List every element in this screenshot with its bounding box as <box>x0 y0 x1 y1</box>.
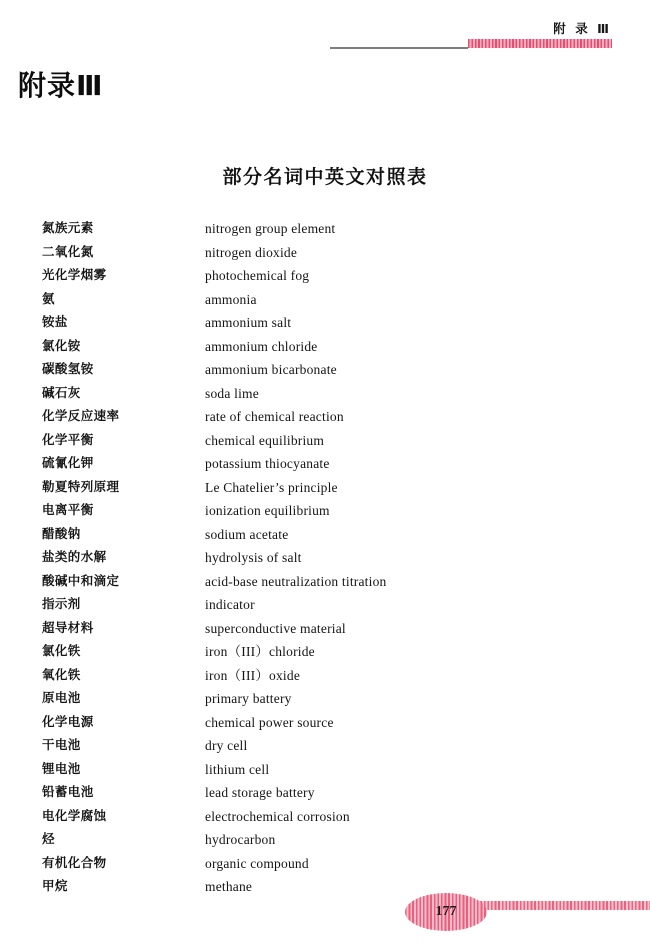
term-chinese: 化学平衡 <box>42 432 94 447</box>
table-row <box>0 358 650 382</box>
term-chinese: 甲烷 <box>42 879 68 893</box>
term-chinese: 锂电池 <box>42 761 81 776</box>
term-chinese: 碳酸氢铵 <box>42 362 94 376</box>
term-chinese: 氯化铵 <box>42 338 81 353</box>
table-row <box>0 828 650 852</box>
table-row <box>0 593 650 617</box>
header-rule-line <box>330 47 468 49</box>
table-row <box>0 335 650 359</box>
term-english: ammonium bicarbonate <box>205 362 337 377</box>
term-chinese: 电化学腐蚀 <box>42 808 107 823</box>
term-chinese: 化学反应速率 <box>42 409 120 423</box>
term-chinese: 光化学烟雾 <box>42 268 107 282</box>
table-row <box>0 734 650 758</box>
term-english: nitrogen dioxide <box>205 244 298 260</box>
term-chinese: 化学电源 <box>42 714 94 729</box>
table-row <box>0 217 650 241</box>
table-row <box>0 781 650 805</box>
term-chinese: 二氧化氮 <box>42 244 94 259</box>
term-english: nitrogen group element <box>205 221 336 236</box>
term-chinese: 铅蓄电池 <box>42 785 94 799</box>
header-striped-bar <box>468 39 612 48</box>
term-english: potassium thiocyanate <box>205 456 330 471</box>
term-english: lithium cell <box>205 761 270 777</box>
table-row <box>0 476 650 500</box>
term-chinese: 氯化铁 <box>42 644 81 658</box>
term-english: electrochemical corrosion <box>205 808 350 824</box>
table-row <box>0 758 650 782</box>
term-english: Le Chatelier’s principle <box>205 479 338 495</box>
term-english: photochemical fog <box>205 268 310 283</box>
table-row <box>0 711 650 735</box>
page-footer <box>0 890 650 950</box>
table-row <box>0 687 650 711</box>
table-row <box>0 617 650 641</box>
term-chinese: 原电池 <box>42 691 81 705</box>
term-chinese: 氮族元素 <box>42 221 94 235</box>
term-chinese: 烃 <box>42 832 55 846</box>
table-row <box>0 241 650 265</box>
table-row <box>0 452 650 476</box>
table-row <box>0 805 650 829</box>
term-english: methane <box>205 879 253 894</box>
glossary-table <box>0 217 650 899</box>
term-english: dry cell <box>205 738 248 753</box>
term-chinese: 醋酸钠 <box>42 526 81 541</box>
term-chinese: 电离平衡 <box>42 503 94 517</box>
table-row <box>0 264 650 288</box>
table-row <box>0 311 650 335</box>
term-english: hydrocarbon <box>205 832 276 847</box>
term-english: rate of chemical reaction <box>205 409 344 424</box>
term-english: ammonium chloride <box>205 338 318 354</box>
term-chinese: 硫氰化钾 <box>42 456 94 470</box>
term-english: sodium acetate <box>205 526 289 542</box>
table-row <box>0 405 650 429</box>
term-english: ammonia <box>205 291 257 307</box>
term-chinese: 酸碱中和滴定 <box>42 573 120 588</box>
term-english: soda lime <box>205 385 259 401</box>
running-header-title: 附 录 Ⅲ <box>553 22 612 36</box>
term-english: chemical equilibrium <box>205 432 325 448</box>
term-chinese: 氨 <box>42 291 55 306</box>
term-chinese: 碱石灰 <box>42 385 81 400</box>
term-english: hydrolysis of salt <box>205 550 302 565</box>
running-header <box>0 0 650 56</box>
term-chinese: 指示剂 <box>42 597 81 611</box>
page-number: 177 <box>435 904 457 919</box>
page-title: 附录Ⅲ <box>18 70 104 101</box>
term-chinese: 超导材料 <box>42 620 94 635</box>
term-english: iron（III）oxide <box>205 667 301 683</box>
term-english: indicator <box>205 597 255 612</box>
term-english: ammonium salt <box>205 315 292 330</box>
term-chinese: 勒夏特列原理 <box>42 479 120 494</box>
term-chinese: 有机化合物 <box>42 855 107 870</box>
term-english: primary battery <box>205 691 292 706</box>
term-english: ionization equilibrium <box>205 503 330 518</box>
term-english: iron（III）chloride <box>205 644 315 659</box>
term-chinese: 铵盐 <box>42 315 68 329</box>
table-row <box>0 640 650 664</box>
table-row <box>0 429 650 453</box>
table-row <box>0 523 650 547</box>
table-row <box>0 546 650 570</box>
table-row <box>0 288 650 312</box>
table-row <box>0 499 650 523</box>
term-english: superconductive material <box>205 620 346 636</box>
term-chinese: 干电池 <box>42 738 81 752</box>
term-english: chemical power source <box>205 714 334 730</box>
table-row <box>0 570 650 594</box>
table-row <box>0 852 650 876</box>
table-row <box>0 382 650 406</box>
term-chinese: 氧化铁 <box>42 667 81 682</box>
term-english: acid-base neutralization titration <box>205 573 387 589</box>
term-english: organic compound <box>205 855 309 871</box>
table-row <box>0 664 650 688</box>
term-english: lead storage battery <box>205 785 315 800</box>
glossary-table-title: 部分名词中英文对照表 <box>222 167 428 188</box>
term-chinese: 盐类的水解 <box>42 550 107 564</box>
